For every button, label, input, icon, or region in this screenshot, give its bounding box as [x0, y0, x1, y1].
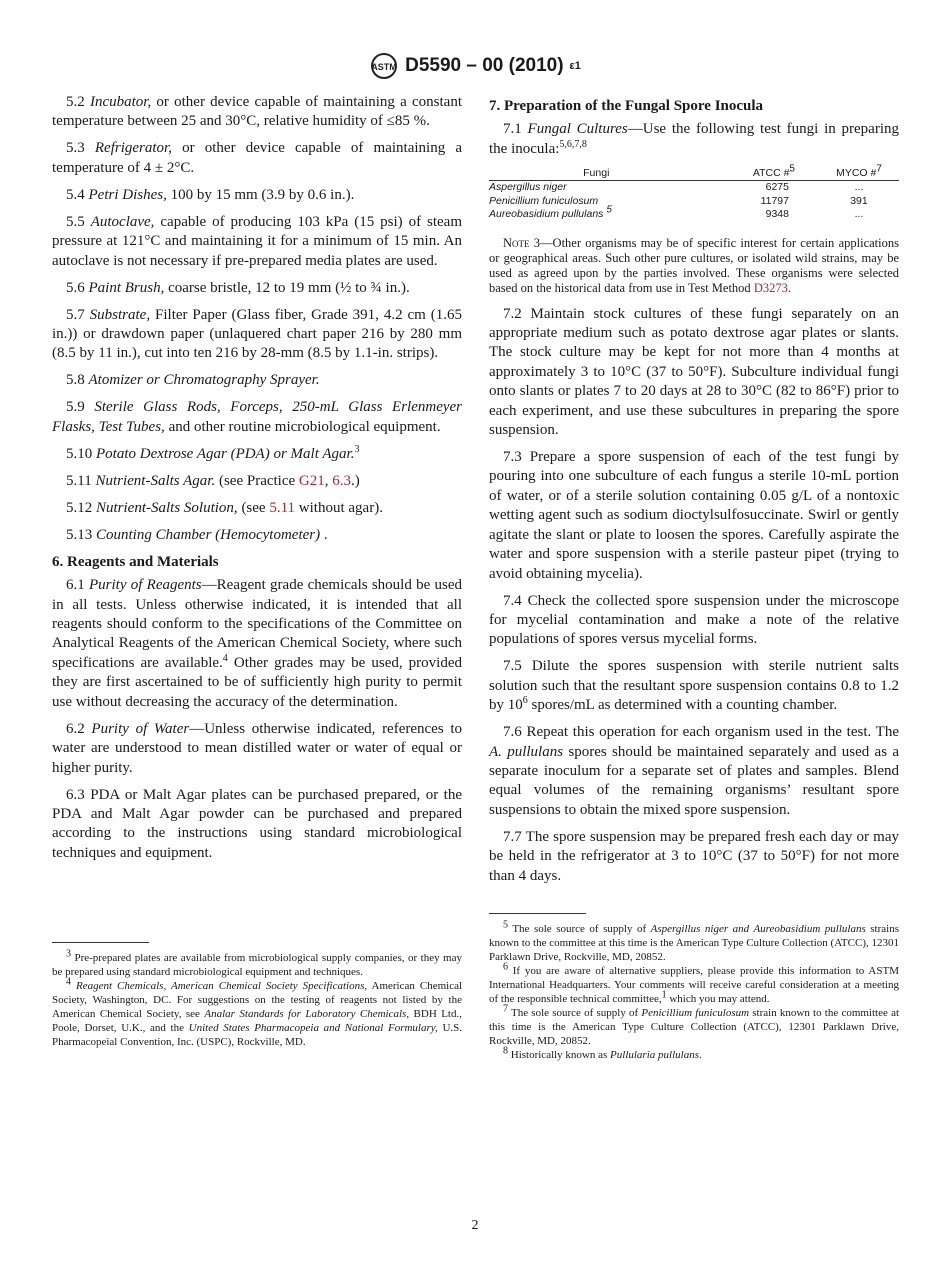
- text-run: spores should be maintained separately and used as a separate inoculum for a separate set of plates and samples. Blend equal volumes of the remaining organisms’ resultant spore suspensions to obtain the mixed spore suspension.: [489, 743, 899, 818]
- text-run: Penicillium funiculosum: [641, 1007, 750, 1019]
- text-run: or other device capable of maintaining a temperature of 4 ± 2°C.: [52, 140, 463, 176]
- superscript: 3: [354, 443, 360, 455]
- fungus-name: [489, 181, 704, 195]
- text-run: capable of producing 103 kPa (15 psi) of steam pressure at 121°C and maintaining it for a minimum of 15 min. An autoclave is not necessary if pre-prepared media plates are used.: [52, 213, 463, 269]
- text-run: 7.4 Check the collected spore suspension under the microscope for mycelial contamination and make a note of the relative populations of spores versus mycelial forms.: [489, 592, 899, 648]
- footnote: [489, 1003, 900, 1048]
- text-run: 7.1: [503, 121, 528, 138]
- text-run: 5.5: [66, 213, 91, 230]
- text-run: .: [351, 472, 355, 489]
- footnote: [52, 976, 463, 1049]
- text-run: without agar).: [295, 499, 383, 516]
- paragraph: [52, 371, 462, 390]
- superscript: 7: [876, 163, 882, 175]
- header-label: ATCC #: [752, 166, 790, 179]
- paragraph: [489, 723, 899, 820]
- text-run: Refrigerator,: [94, 140, 172, 157]
- reference-link[interactable]: D3273: [753, 281, 788, 296]
- text-run: 5.9: [66, 399, 95, 416]
- text-run: 5.12: [66, 499, 96, 516]
- document-header: ASTM D5590 – 00 (2010) ε1: [0, 52, 950, 80]
- paragraph: [52, 526, 462, 545]
- text-run: 5.7: [66, 306, 90, 323]
- text-run: Historically known as: [508, 1049, 611, 1061]
- note-3: [489, 236, 899, 297]
- section-heading: [489, 97, 899, 116]
- footnote-divider: [489, 913, 586, 914]
- footnote-divider: [52, 942, 149, 943]
- text-run: Autoclave,: [90, 213, 155, 230]
- note-label: Note 3: [503, 235, 541, 250]
- paragraph: [52, 139, 462, 178]
- text-run: .: [698, 1049, 702, 1061]
- text-run: Fungal Cultures: [527, 121, 628, 138]
- superscript: 5: [789, 163, 795, 175]
- text-run: .: [320, 526, 328, 543]
- paragraph: [489, 448, 899, 584]
- text-run: —Use the following test fungi in preparing the inocula:: [489, 121, 899, 157]
- text-run: 7.3 Prepare a spore suspension of each of the test fungi by pouring into one subculture of each fungus a sterile 10-mL portion of water, or of a sterile solution containing 0.05 g/L of a nontoxic wetting agent such as sodium dioctylsulfosuccinate. Swirl or gently agitate the slant or plate to loosen the spores. Carefully aspirate the water and spore suspension with a sterile pasteur pipet (trying to avoid obtaining mycelia).: [489, 449, 899, 582]
- text-run: (see Practice: [215, 472, 299, 489]
- superscript: 8: [503, 1045, 508, 1057]
- footnote: [489, 919, 899, 964]
- table-row: [489, 208, 899, 222]
- text-run: 7.6 Repeat this operation for each organism used in the test. The: [503, 724, 899, 741]
- text-run: spores/mL as determined with a counting chamber.: [527, 697, 838, 714]
- paragraph: [489, 592, 899, 650]
- text-run: 7. Preparation of the Fungal Spore Inocula: [489, 98, 764, 114]
- section-heading: [52, 553, 462, 572]
- paragraph: [52, 786, 462, 864]
- fungus-name: [489, 195, 704, 209]
- text-run: 5.13: [66, 526, 96, 543]
- atcc-number: 6275: [765, 181, 789, 194]
- footnote: [52, 948, 462, 979]
- paragraph: [52, 499, 462, 518]
- text-run: U.S. Pharmacopeial Convention, Inc. (USPC), Rockville, MD.: [52, 1022, 463, 1048]
- name-text: Penicillium funiculosum: [489, 194, 599, 207]
- footnotes-right: [489, 913, 899, 1062]
- footnotes-left: [52, 942, 462, 1049]
- paragraph: [489, 657, 899, 715]
- myco-number: ...: [854, 208, 864, 221]
- column-header: [489, 167, 704, 181]
- text-run: Pre-prepared plates are available from microbiological supply companies, or they may be prepared using standard microbiological equipment and techniques.: [52, 952, 462, 978]
- reference-link[interactable]: G21: [298, 472, 325, 489]
- text-run: Potato Dextrose Agar (PDA) or Malt Agar.: [96, 445, 355, 462]
- text-run: 100 by 15 mm (3.9 by 0.6 in.).: [166, 186, 355, 203]
- text-run: Sterile Glass Rods, Forceps, 250-mL Glass Erlenmeyer Flasks, Test Tubes,: [52, 399, 463, 435]
- text-run: which you may attend.: [666, 993, 770, 1005]
- text-run: ,: [324, 472, 333, 489]
- text-run: 5.10: [66, 445, 96, 462]
- reference-link[interactable]: 6.3: [332, 472, 351, 489]
- text-run: Nutrient-Salts Solution,: [96, 499, 238, 516]
- text-run: Atomizer or Chromatography Sprayer.: [88, 372, 320, 389]
- text-run: Analar Standards for Laboratory Chemicals,: [204, 1008, 410, 1020]
- fungi-table: [489, 163, 899, 222]
- superscript: 3: [66, 948, 71, 960]
- text-run: (see: [237, 499, 270, 516]
- superscript: 6: [522, 695, 528, 707]
- column-header: [819, 163, 899, 181]
- atcc-number: 9348: [765, 208, 789, 221]
- text-run: Counting Chamber (Hemocytometer): [96, 526, 321, 543]
- header-label: MYCO #: [836, 166, 877, 179]
- table-row: [489, 181, 899, 195]
- astm-logo-icon: [369, 52, 399, 80]
- name-text: Aureobasidium pullulans: [489, 208, 604, 221]
- footnote: [489, 1045, 899, 1062]
- paragraph: [52, 472, 462, 491]
- text-run: Filter Paper (Glass fiber, Grade 391, 4.2 cm (1.65 in.)) or drawdown paper (unlaquered chart paper 216 by 280 mm (8.5 by 11 in.), cut into ten 216 by 28-mm (8.5 by 1.1-in. strips).: [52, 306, 463, 362]
- text-run: Aspergillus niger and Aureobasidium pullulans: [650, 923, 866, 935]
- text-run: 6.2: [66, 720, 92, 737]
- text-run: 7.5 Dilute the spores suspension with sterile nutrient salts solution such that the resultant spore suspension contains 0.8 to 1.2 by 10: [489, 658, 899, 714]
- fungus-name: [489, 204, 704, 222]
- superscript: 4: [222, 652, 228, 664]
- superscript: 7: [503, 1003, 508, 1015]
- text-run: Paint Brush,: [88, 279, 165, 296]
- left-column: [52, 93, 462, 871]
- myco-number: 391: [850, 194, 868, 207]
- text-run: 5.8: [66, 372, 89, 389]
- myco-number: ...: [854, 181, 864, 194]
- footnote: [489, 961, 899, 1006]
- text-run: Purity of Reagents: [89, 577, 202, 594]
- superscript: 5,6,7,8: [559, 138, 587, 150]
- text-run: If you are aware of alternative suppliers, please provide this information to ASTM International Headquarters. Your comments will receive careful consideration at a meeting of the responsible technical committee,: [489, 965, 899, 1005]
- text-run: Purity of Water: [91, 720, 190, 737]
- svg-text:ASTM: ASTM: [371, 62, 397, 72]
- paragraph: [52, 306, 462, 364]
- text-run: Reagent Chemicals, American Chemical Society Specifications,: [76, 980, 368, 992]
- text-run: 6.3 PDA or Malt Agar plates can be purchased prepared, or the PDA and Malt Agar powder can be purchased and prepared according to the instructions using standard microbiological techniques and equipment.: [52, 786, 462, 861]
- reference-link[interactable]: 5.11: [269, 499, 296, 516]
- text-run: The sole source of supply of: [508, 923, 651, 935]
- text-run: strains known to the committee at this time is the American Type Culture Collection (ATCC), 12301 Parklawn Drive, Rockville, MD, 20852.: [489, 923, 899, 963]
- text-run: A. pullulans: [489, 743, 564, 760]
- header-label: Fungi: [583, 166, 610, 179]
- text-run: coarse bristle, 12 to 19 mm (½ to ¾ in.).: [164, 279, 410, 296]
- text-run: Substrate,: [89, 306, 151, 323]
- right-column: [489, 93, 899, 894]
- text-run: BDH Ltd., Poole, Dorset, U.K., and the: [52, 1008, 462, 1034]
- text-run: 5.6: [66, 279, 89, 296]
- text-run: and other routine microbiological equipment.: [164, 418, 441, 435]
- text-run: —Reagent grade chemicals should be used in all tests. Unless otherwise indicated, it is intended that all reagents should conform to the specifications of the Committee on Analytical Reagents of the American Chemical Society, where such specifications are available.: [52, 577, 462, 671]
- text-run: Pullularia pullulans: [610, 1049, 699, 1061]
- text-run: —Other organisms may be of specific interest for certain applications or geographical areas. Such other pure cultures, or isolated wild strains, may be used as agreed upon by the parties involved. These organisms were selected based on the historical data from use in Test Method: [489, 235, 899, 296]
- atcc-number: 11797: [760, 194, 789, 207]
- text-run: 7.2 Maintain stock cultures of these fungi separately on an appropriate medium such as potato dextrose agar plates or slants. The stock culture may be kept for not more than 4 months at approximately 3 to 10°C (37 to 50°F). Subculture individual fungi onto slants or plates 7 to 20 days at 28 to 30°C (82 to 86°F) prior to each experiment, and use these subcultures in preparing the spore suspension.: [489, 305, 899, 439]
- superscript: 4: [66, 976, 71, 988]
- text-run: 6.1: [66, 577, 89, 594]
- paragraph: [52, 398, 462, 437]
- paragraph: [52, 93, 462, 132]
- superscript: 1: [661, 989, 667, 1001]
- text-run: strain known to the committee at this time is the American Type Culture Collection (ATCC), 12301 Parklawn Drive, Rockville, MD, 20852.: [489, 1007, 900, 1047]
- text-run: or other device capable of maintaining a constant temperature between 25 and 30°C, relative humidity of ≤85 %.: [52, 94, 462, 130]
- superscript: 5: [503, 919, 508, 931]
- text-run: 5.2: [66, 94, 90, 110]
- paragraph: [52, 445, 462, 464]
- designation: D5590 – 00 (2010): [405, 55, 564, 76]
- paragraph: [52, 213, 462, 271]
- text-run: American Chemical Society, Washington, DC. For suggestions on the testing of reagents not listed by the American Chemical Society, see: [52, 980, 463, 1020]
- paragraph: [489, 305, 899, 441]
- text-run: Other grades may be used, provided they are first ascertained to be of sufficiently high purity to permit use without decreasing the accuracy of the determination.: [52, 654, 462, 710]
- text-run: 7.7 The spore suspension may be prepared fresh each day or may be held in the refrigerator at 3 to 10°C (37 to 50°F) for not more than 4 days.: [489, 828, 899, 884]
- text-run: ): [354, 472, 360, 489]
- text-run: 5.4: [66, 186, 89, 203]
- text-run: Incubator,: [89, 94, 152, 110]
- name-text: Aspergillus niger: [489, 181, 567, 194]
- paragraph: [52, 720, 462, 778]
- superscript: 6: [503, 961, 508, 973]
- text-run: —Unless otherwise indicated, references to water are understood to mean distilled water or water of equal or higher purity.: [52, 720, 463, 776]
- superscript: 5: [606, 204, 612, 216]
- paragraph: [52, 186, 462, 205]
- text-run: United States Pharmacopeia and National Formulary,: [188, 1022, 438, 1034]
- text-run: .: [787, 281, 791, 296]
- text-run: Nutrient-Salts Agar.: [95, 472, 216, 489]
- text-run: 5.3: [66, 140, 95, 157]
- text-run: 5.11: [66, 472, 96, 489]
- text-run: Petri Dishes,: [88, 186, 167, 203]
- table-row: [489, 195, 899, 209]
- paragraph: [52, 279, 462, 298]
- paragraph: [489, 828, 899, 886]
- text-run: The sole source of supply of: [508, 1007, 642, 1019]
- page-number: 2: [471, 1218, 479, 1233]
- column-header: [704, 163, 819, 181]
- text-run: 6. Reagents and Materials: [52, 553, 219, 570]
- paragraph: [52, 576, 462, 712]
- paragraph: [489, 120, 899, 159]
